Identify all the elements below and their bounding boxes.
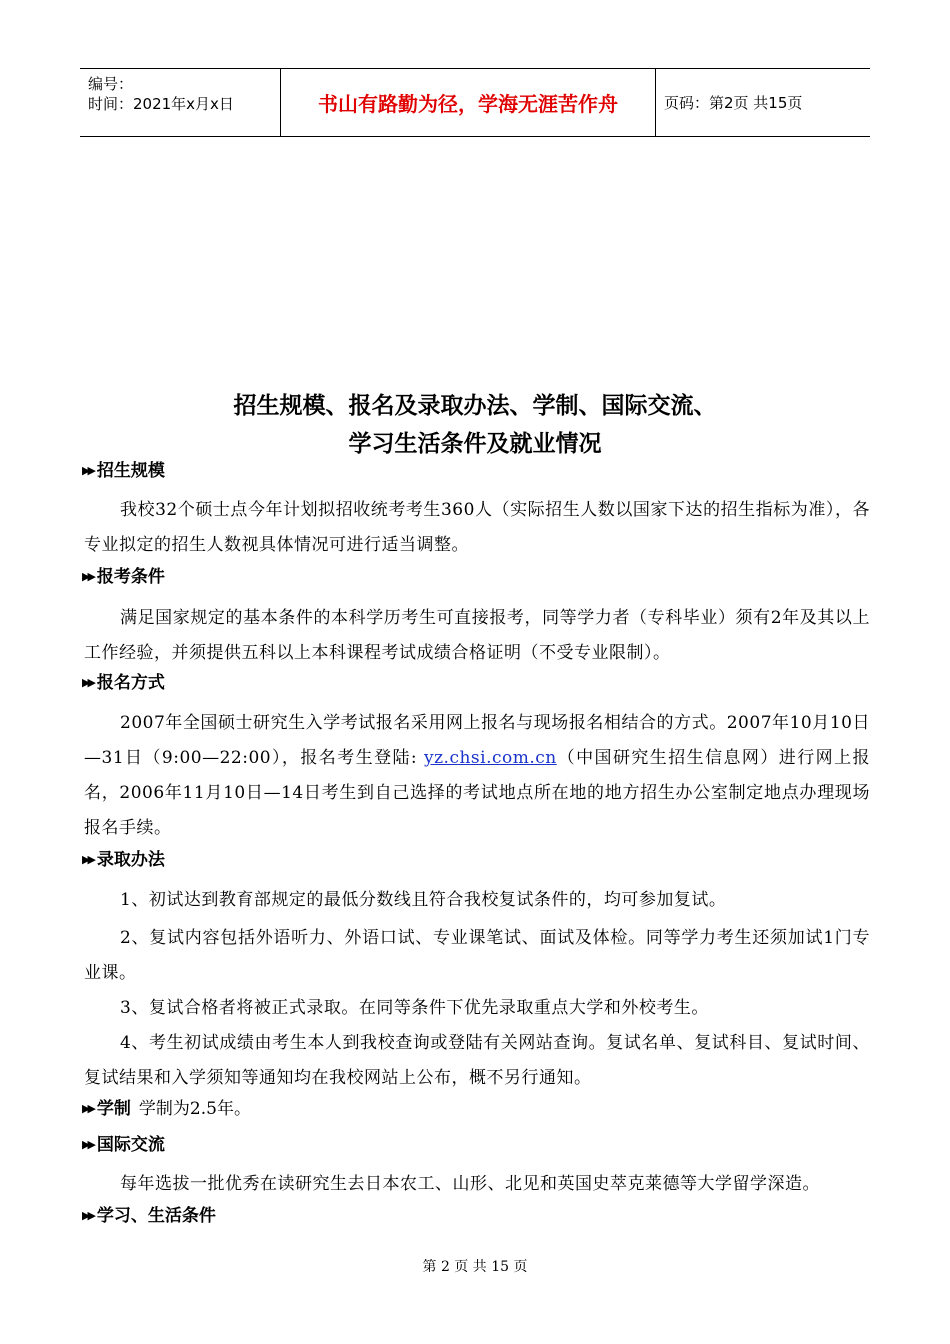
document-title-line2: 学习生活条件及就业情况: [348, 431, 602, 457]
paragraph-registration: 2007年全国硕士研究生入学考试报名采用网上报名与现场报名相结合的方式。2007年10月10日—31日（9:00—22:00），报名考生登陆: yz.chsi.com.cn（中国研究生招生信息网）进行网上报名，2006年11月10日—14日考生到自己选择的考试地点所在地的地方招生办公室制定地点办理现场报名手续。: [84, 713, 870, 838]
bullet-arrow-icon: ▶▶: [82, 570, 93, 583]
document-title-line1: 招生规模、报名及录取办法、学制、国际交流、: [233, 393, 717, 419]
paragraph-scale: 我校32个硕士点今年计划拟招收统考考生360人（实际招生人数以国家下达的招生指标为准），各专业拟定的招生人数视具体情况可进行适当调整。: [84, 500, 870, 555]
duration-text: 学制为2.5年。: [138, 1099, 251, 1119]
bullet-arrow-icon: ▶▶: [82, 1138, 93, 1151]
paragraph-conditions: 满足国家规定的基本条件的本科学历考生可直接报考，同等学力者（专科毕业）须有2年及其以上工作经验，并须提供五科以上本科课程考试成绩合格证明（不受专业限制）。: [84, 608, 870, 663]
section-heading-conditions: ▶▶ 报考条件: [82, 567, 165, 587]
section-heading-admission: ▶▶ 录取办法: [82, 850, 165, 870]
bullet-arrow-icon: ▶▶: [82, 1102, 93, 1115]
header-page-info: 页码：第2页 共15页: [664, 94, 803, 112]
section-heading-life: ▶▶ 学习、生活条件: [82, 1206, 216, 1226]
bullet-arrow-icon: ▶▶: [82, 676, 93, 689]
bullet-arrow-icon: ▶▶: [82, 1209, 93, 1222]
number-label: 编号：: [88, 75, 134, 93]
section-heading-scale: ▶▶ 招生规模: [82, 461, 165, 481]
bullet-arrow-icon: ▶▶: [82, 464, 93, 477]
bullet-arrow-icon: ▶▶: [82, 853, 93, 866]
header-meta: [80, 69, 280, 136]
section-heading-registration: ▶▶ 报名方式: [82, 673, 165, 693]
page-footer: 第 2 页 共 15 页: [422, 1259, 528, 1275]
header-motto: 书山有路勤为径，学海无涯苦作舟: [280, 69, 656, 136]
list-item-admission-3: 3、复试合格者将被正式录取。在同等条件下优先录取重点大学和外校考生。: [120, 998, 709, 1018]
registration-link[interactable]: yz.chsi.com.cn: [423, 748, 557, 768]
page-header: [80, 68, 870, 137]
time-label: 时间：2021年x月x日: [88, 95, 234, 113]
paragraph-international: 每年选拔一批优秀在读研究生去日本农工、山形、北见和英国史萃克莱德等大学留学深造。: [120, 1174, 820, 1194]
list-item-admission-1: 1、初试达到教育部规定的最低分数线且符合我校复试条件的，均可参加复试。: [120, 890, 727, 910]
section-heading-international: ▶▶ 国际交流: [82, 1135, 165, 1155]
list-item-admission-2: 2、复试内容包括外语听力、外语口试、专业课笔试、面试及体检。同等学力考生还须加试1门专业课。: [84, 928, 870, 983]
section-heading-duration: ▶▶ 学制 学制为2.5年。: [82, 1099, 251, 1119]
list-item-admission-4: 4、考生初试成绩由考生本人到我校查询或登陆有关网站查询。复试名单、复试科目、复试时间、复试结果和入学须知等通知均在我校网站上公布，概不另行通知。: [84, 1033, 870, 1088]
